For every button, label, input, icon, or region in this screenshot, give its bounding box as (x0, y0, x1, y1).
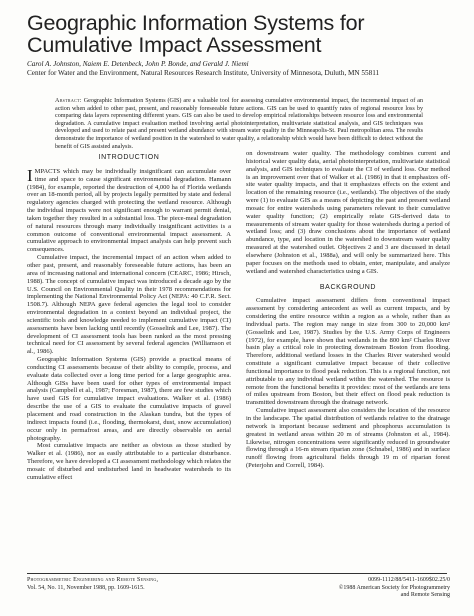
copyright-line-2: and Remote Sensing (400, 592, 450, 598)
paragraph: on downstream water quality. The methodology combines current and historical water quality data, aerial photointerpretation, multivariate statistical analysis, and GIS techniques to evaluate the CI of wetland loss. Our method is an improvement over that of Walker et al. (1986) in that it emphasizes off-site water quality impacts, and that it emphasizes effects on the extent and location of the remaining resource (i.e., wetlands). The objectives of the study were (1) to evaluate GIS as a means of depicting the past and present wetland mosaic for entire watersheds using parameters relevant to their cumulative water quality function; (2) empirically relate GIS-derived data to measurements of stream water quality for those watersheds during a period of wetland loss; and (3) draw conclusions about the importance of wetland abundance, type, and location in the watershed to downstream water quality measured at the watershed outlet. Objectives 2 and 3 are discussed in detail elsewhere (Johnston et al., 1988a), and will only be summarized here. This paper focuses on the methods used to obtain, enter, manipulate, and analyze wetland and watershed characteristics using a GIS. (246, 150, 450, 275)
section-heading-background: BACKGROUND (319, 283, 377, 291)
left-column (27, 150, 231, 482)
footer-copyright (290, 577, 450, 600)
author-list: Carol A. Johnston, Naiem E. Detenbeck, John P. Bonde, and Gerald J. Niemi (27, 60, 249, 68)
volume-info: Vol. 54, No. 11, November 1988, pp. 1609-1615. (27, 584, 145, 591)
abstract-text: Geographic Information Systems (GIS) are a valuable tool for assessing cumulative environmental impact, the incremental impact of an action when added to other past, present, and reasonably foreseeable future actions. GIS can be used to quantify rates of regional resource loss by comparing data layers representing different years. GIS can also be used to develop empirical relationships between resource loss and environmental degradation. A cumulative impact evaluation method involving aerial photointerpretation, multivariate statistical analysis, and GIS techniques was developed and used to relate past and present wetland abundance with stream water quality in the Minneapolis-St. Paul metropolitan area. The results demonstrate the importance of wetland position in the watershed to water quality, a relationship which would have been difficult to detect without the benefit of GIS assisted analysis. (55, 98, 423, 150)
right-column (246, 150, 450, 470)
footer-citation (27, 577, 247, 592)
abstract-label: Abstract: (55, 98, 82, 104)
drop-cap: I (27, 165, 33, 185)
affiliation: Center for Water and the Environment, Natural Resources Research Institute, University of Minnesota, Duluth, MN 55811 (27, 69, 380, 77)
paragraph: Geographic Information Systems (GIS) provide a practical means of conducting CI assessments because of their ability to compile, process, and evaluate data collected over a long time period for a large geographic area. Although GISs have been used for other types of environmental impact analysis (Campbell et al., 1987; Foresman, 1987), there are few studies which have used GIS for cumulative impact evaluations. Walker et al. (1986) describe the use of a GIS to evaluate the cumulative impacts of gravel placement and road construction in the Alaskan tundra, but the types of indirect impacts found (i.e., flooding, thermokarst, dust, snow accumulation) occur only in permafrost areas, and are directly observable on aerial photography. (27, 356, 231, 442)
paragraph: Cumulative impact assessment differs from conventional impact assessment by considering antecedent as well as current impacts, and by considering the entire resource within a region as a whole, rather than as individual parts. The region may range in size from 300 to 20,000 km² (Gosselink and Lee, 1987). Studies by the U.S. Army Corps of Engineers (1972), for example, have shown that wetlands in the 800 km² Charles River basin play a critical role in protecting downstream Boston from flooding. Therefore, additional wetland losses in the Charles River watershed would constitute a significant cumulative impact because of their collective functional importance to flood peak reduction. This is a regional function, not attributable to any individual wetland within the watershed. The resource is remote from the functional benefits it provides: most of the wetlands are tens of miles upstream from Boston, but their effect on flood peak reduction is transmitted downstream through the drainage network. (246, 297, 450, 407)
paragraph: Most cumulative impacts are neither as obvious as those studied by Walker et al. (1986), nor as easily attributable to a particular disturbance. Therefore, we have developed a CI assessment methodology which relates the mosaic of disturbed and undisturbed land in headwater watersheds to its cumulative effect (27, 442, 231, 481)
paragraph (27, 165, 231, 254)
paragraph: Cumulative impact assessment also considers the location of the resource in the landscape. The spatial distribution of wetlands relative to the drainage network is important because sediment and phosphorus accumulation is greatest in wetland areas within 20 m of streams (Johnston et al., 1984). Likewise, nitrogen concentrations were significantly reduced in groundwater flowing through a 16-m stream riparian zone (Schnabel, 1986) and in surface runoff flowing from agricultural fields through 19 m of riparian forest (Peterjohn and Correll, 1984). (246, 407, 450, 470)
journal-name: Photogrammetric Engineering and Remote Sensing, (27, 577, 159, 583)
paragraph: Cumulative impact, the incremental impact of an action when added to other past, present, and reasonably foreseeable future actions, has been an area of increasing national and international concern (CEARC, 1986; Hirsch, 1988). The concept of cumulative impact was introduced a decade ago by the U.S. Council on Environmental Quality in their 1978 recommendations for implementing the National Environmental Policy Act (NEPA: 40 C.F.R. Sect. 1508.7). Although NEPA gave federal agencies the legal tool to consider environmental degradation in a context beyond an individual project, the scientific tools and knowledge needed to implement cumulative impact (CI) assessments have been lacking until recently (Gosselink and Lee, 1987). The development of CI assessment tools has been ranked as the most pressing technical need for CI assessment by several federal agencies (Williamson et al., 1986). (27, 254, 231, 356)
section-heading-introduction: INTRODUCTION (98, 154, 160, 161)
copyright-line: ©1988 American Society for Photogrammetry (338, 584, 450, 591)
issn-code: 0099-1112/88/5411-1609$02.25/0 (368, 577, 450, 583)
paper-title: Geographic Information Systems for Cumulative Impact Assessment (27, 11, 365, 57)
paragraph-text: MPACTS which may be individually insignificant can accumulate over time and space to cause significant environmental degradation. Hamann (1984), for example, reported the destruction of 4,000 ha of Florida wetlands over an 18-month period, all by projects legally permitted by state and federal regulatory agencies charged with protecting the wetland resource. Although the individual impacts were not significant enough to warrant permit denial, taken together they resulted in a substantial loss. The piece-meal degradation of natural resources through many individually insignificant activities is a common outcome of conventional environmental impact assessment. A cumulative approach to environmental impact analysis can help prevent such consequences. (27, 167, 231, 254)
abstract (55, 98, 423, 151)
footer-divider (27, 573, 447, 574)
